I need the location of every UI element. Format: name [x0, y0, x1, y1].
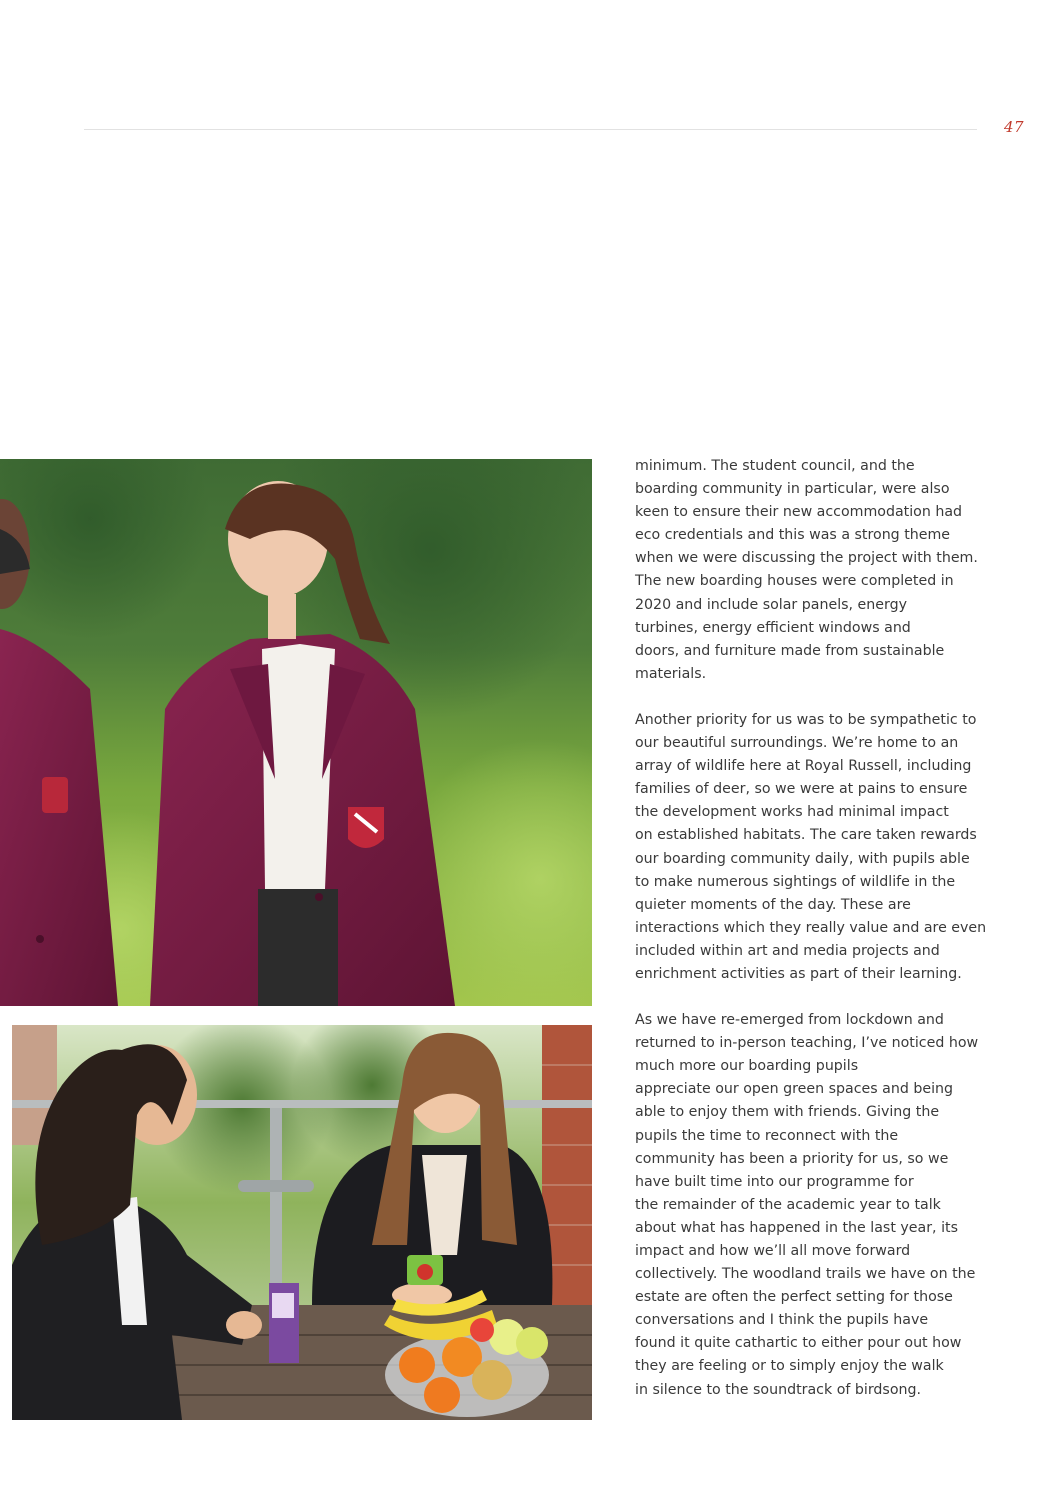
text-line: keen to ensure their new accommodation had: [635, 504, 963, 521]
text-line: found it quite cathartic to either pour out how: [635, 1335, 962, 1352]
article-body: [635, 455, 987, 1425]
text-line: 2020 and include solar panels, energy: [635, 596, 907, 613]
text-line: impact and how we’ll all move forward: [635, 1243, 911, 1259]
text-line: enrichment activities as part of their learning.: [635, 965, 962, 982]
text-line: eco credentials and this was a strong theme: [635, 527, 951, 544]
text-line: much more our boarding pupils: [635, 1058, 859, 1075]
text-line: minimum. The student council, and the: [635, 458, 915, 474]
text-line: when we were discussing the project with them.: [635, 550, 978, 567]
text-line: appreciate our open green spaces and being: [635, 1081, 954, 1098]
text-line: As we have re-emerged from lockdown and: [635, 1012, 944, 1029]
photo-two-pupils-at-table-with-fruit-icon: [12, 1025, 592, 1420]
text-line: community has been a priority for us, so we: [635, 1150, 949, 1167]
paragraph-2: [635, 709, 987, 986]
text-line: the development works had minimal impact: [635, 804, 949, 821]
text-line: pupils the time to reconnect with the: [635, 1127, 899, 1144]
photo-two-pupils-in-maroon-blazers-icon: [0, 459, 592, 1006]
text-line: array of wildlife here at Royal Russell, including: [635, 758, 972, 775]
top-photo: [0, 459, 592, 1006]
text-line: have built time into our programme for: [635, 1173, 914, 1190]
text-line: quieter moments of the day. These are: [635, 896, 911, 913]
text-line: turbines, energy efficient windows and: [635, 619, 911, 636]
bottom-photo: [12, 1025, 592, 1420]
text-line: collectively. The woodland trails we have on the: [635, 1266, 976, 1283]
text-line: doors, and furniture made from sustainable: [635, 642, 945, 659]
text-line: to make numerous sightings of wildlife in the: [635, 873, 956, 890]
text-line: families of deer, so we were at pains to ensure: [635, 781, 968, 798]
page-number: 47: [1004, 118, 1025, 136]
paragraph-1: [635, 455, 980, 686]
text-line: The new boarding houses were completed in: [635, 573, 954, 590]
text-line: about what has happened in the last year, its: [635, 1219, 958, 1236]
paragraph-3: [635, 1009, 980, 1402]
text-line: interactions which they really value and are even: [635, 919, 987, 936]
text-line: Another priority for us was to be sympathetic to: [635, 711, 977, 728]
text-line: the remainder of the academic year to talk: [635, 1196, 941, 1213]
text-line: boarding community in particular, were also: [635, 481, 950, 498]
text-line: on established habitats. The care taken rewards: [635, 827, 977, 844]
text-line: included within art and media projects and: [635, 942, 940, 959]
text-line: returned to in-person teaching, I’ve noticed how: [635, 1035, 979, 1052]
text-line: in silence to the soundtrack of birdsong.: [635, 1381, 922, 1398]
header-divider: [84, 129, 977, 130]
text-line: our boarding community daily, with pupils able: [635, 850, 970, 867]
text-line: materials.: [635, 665, 707, 682]
text-line: able to enjoy them with friends. Giving the: [635, 1104, 940, 1121]
text-line: they are feeling or to simply enjoy the walk: [635, 1358, 944, 1375]
text-line: conversations and I think the pupils have: [635, 1312, 929, 1329]
text-line: our beautiful surroundings. We’re home to an: [635, 735, 959, 752]
text-line: estate are often the perfect setting for those: [635, 1289, 953, 1306]
